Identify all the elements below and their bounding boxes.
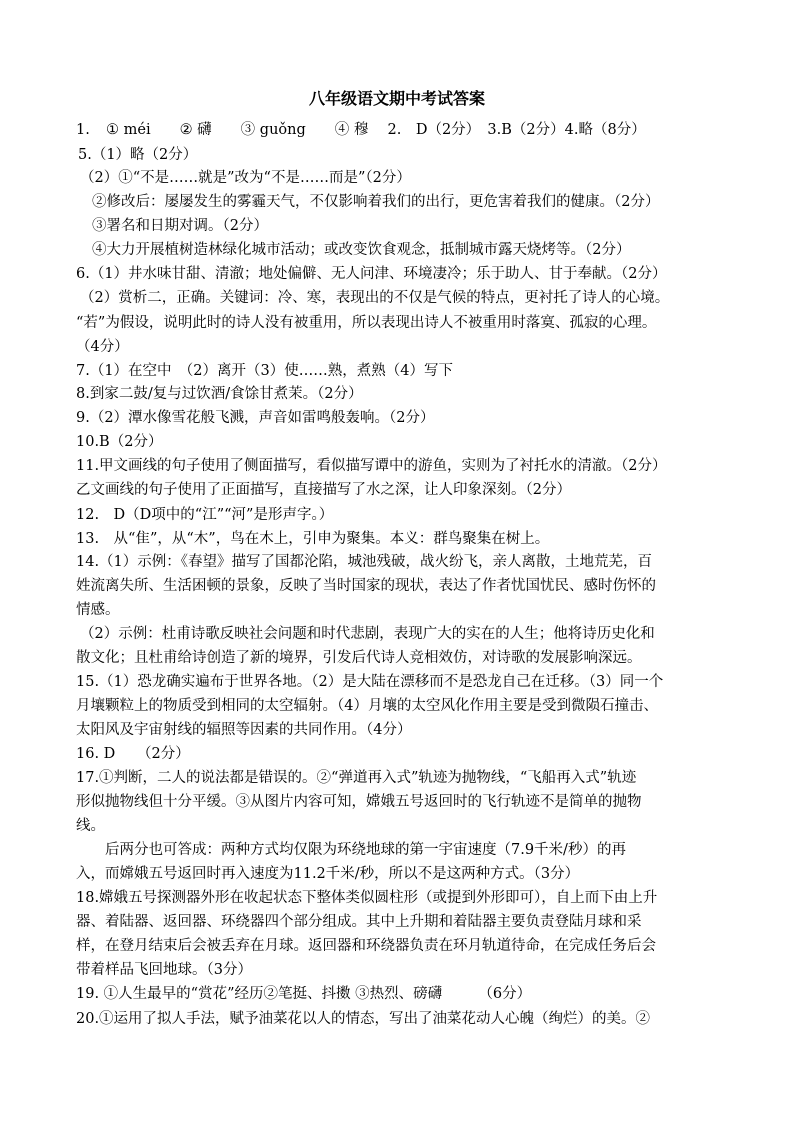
answer-line: 9.（2）潭水像雪花般飞溅，声音如雷鸣般轰响。（2分） (76, 410, 435, 426)
answer-line: 19. ①人生最早的“赏花”经历②笔挺、抖擞 ③热烈、磅礴 （6分） (76, 986, 532, 1002)
answer-line: ②修改后：屡屡发生的雾霾天气，不仅影响着我们的出行，更危害着我们的健康。（2分） (92, 194, 660, 210)
answer-line: 器、着陆器、返回器、环绕器四个部分组成。其中上升期和着陆器主要负责登陆月球和采 (76, 914, 642, 930)
answer-line: 13. 从“隹”，从“木”，鸟在木上，引申为聚集。本义：群鸟聚集在树上。 (76, 531, 550, 547)
answer-line: 20.①运用了拟人手法，赋予油菜花以人的情态，写出了油菜花动人心魄（绚烂）的美。② (76, 1011, 651, 1027)
answer-line: 乙文画线的句子使用了正面描写，直接描写了水之深，让人印象深刻。（2分） (76, 482, 571, 498)
answer-line-1 (76, 120, 736, 140)
answer-line: 6.（1）井水味甘甜、清澈；地处偏僻、无人问津、环境凄冷；乐于助人、甘于奉献。（2分） (76, 266, 667, 282)
answer-line: （4分） (76, 339, 129, 355)
answer-line: 月壤颗粒上的物质受到相同的太空辐射。（4）月壤的太空风化作用主要是受到微陨石撞击、 (76, 698, 658, 714)
answer-line: 太阳风及宇宙射线的辐照等因素的共同作用。（4分） (76, 722, 412, 738)
answer-line: 10.B（2分） (76, 434, 163, 450)
answer-line: 后两分也可答成：两种方式均仅限为环绕地球的第一宇宙速度（7.9千米/秒）的再 (76, 842, 626, 858)
answer-line: 5.（1）略（2分） (78, 147, 198, 163)
answer-line: ③署名和日期对调。（2分） (92, 218, 268, 234)
answer-line: ④大力开展植树造林绿化城市活动；或改变饮食观念，抵制城市露天烧烤等。（2分） (92, 242, 631, 258)
answer-line: 16. D （2分） (76, 746, 190, 762)
answer-line-text: ① méi ② 礴 ③ guǒng ④ 穆 2. D（2分） 3.B（2分）4.略（8分） (106, 122, 646, 138)
answer-line: （2）①“不是……就是”改为“不是……而是”（2分） (80, 170, 411, 186)
answer-line: 姓流离失所、生活困顿的景象，反映了当时国家的现状，表达了作者忧国忧民、感时伤怀的 (76, 578, 656, 594)
answer-line: 12. D（D项中的“江”“河”是形声字。） (76, 507, 334, 523)
answer-line: 17.①判断，二人的说法都是错误的。②“弹道再入式”轨迹为抛物线，“飞船再入式”轨迹 (76, 770, 637, 786)
answer-line: 散文化；且杜甫给诗创造了新的境界，引发后代诗人竞相效仿，对诗歌的发展影响深远。 (76, 650, 642, 666)
answer-line: 样，在登月结束后会被丢弃在月球。返回器和环绕器负责在环月轨道待命，在完成任务后会 (76, 938, 656, 954)
answer-line: 8.到家二鼓/复与过饮酒/食馀甘煮茉。（2分） (76, 386, 363, 402)
answer-line: （2）示例：杜甫诗歌反映社会问题和时代悲剧，表现广大的实在的人生；他将诗历史化和 (80, 626, 655, 642)
answer-line: 入，而嫦娥五号返回时再入速度为11.2千米/秒，所以不是这两种方式。（3分） (76, 866, 580, 882)
answer-number: 1. (76, 122, 90, 138)
answer-line: 11.甲文画线的句子使用了侧面描写，看似描写谭中的游鱼，实则为了衬托水的清澈。（2分） (76, 458, 667, 474)
answer-line: 7.（1）在空中 （2）离开（3）使……熟，煮熟（4）写下 (76, 363, 453, 379)
answer-line: “若”为假设，说明此时的诗人没有被重用，所以表现出诗人不被重用时落寞、孤寂的心理。 (76, 315, 657, 331)
answer-line: （2）赏析二，正确。关键词：冷、寒，表现出的不仅是气候的特点，更衬托了诗人的心境。 (80, 290, 670, 306)
answer-line: 线。 (76, 818, 105, 834)
answer-line: 15.（1）恐龙确实遍布于世界各地。（2）是大陆在漂移而不是恐龙自己在迁移。（3）同一个 (76, 674, 664, 690)
answer-line: 14.（1）示例：《春望》描写了国都沦陷，城池残破，战火纷飞，亲人离散，土地荒芜，百 (76, 554, 653, 570)
answer-line: 带着样品飞回地球。（3分） (76, 962, 252, 978)
answer-line: 18.嫦娥五号探测器外形在收起状态下整体类似圆柱形（或提到外形即可），自上而下由上升 (76, 890, 658, 906)
answer-line: 形似抛物线但十分平缓。③从图片内容可知，嫦娥五号返回时的飞行轨迹不是简单的抛物 (76, 794, 642, 810)
answer-line: 情感。 (76, 602, 120, 618)
page-title: 八年级语文期中考试答案 (308, 89, 485, 108)
